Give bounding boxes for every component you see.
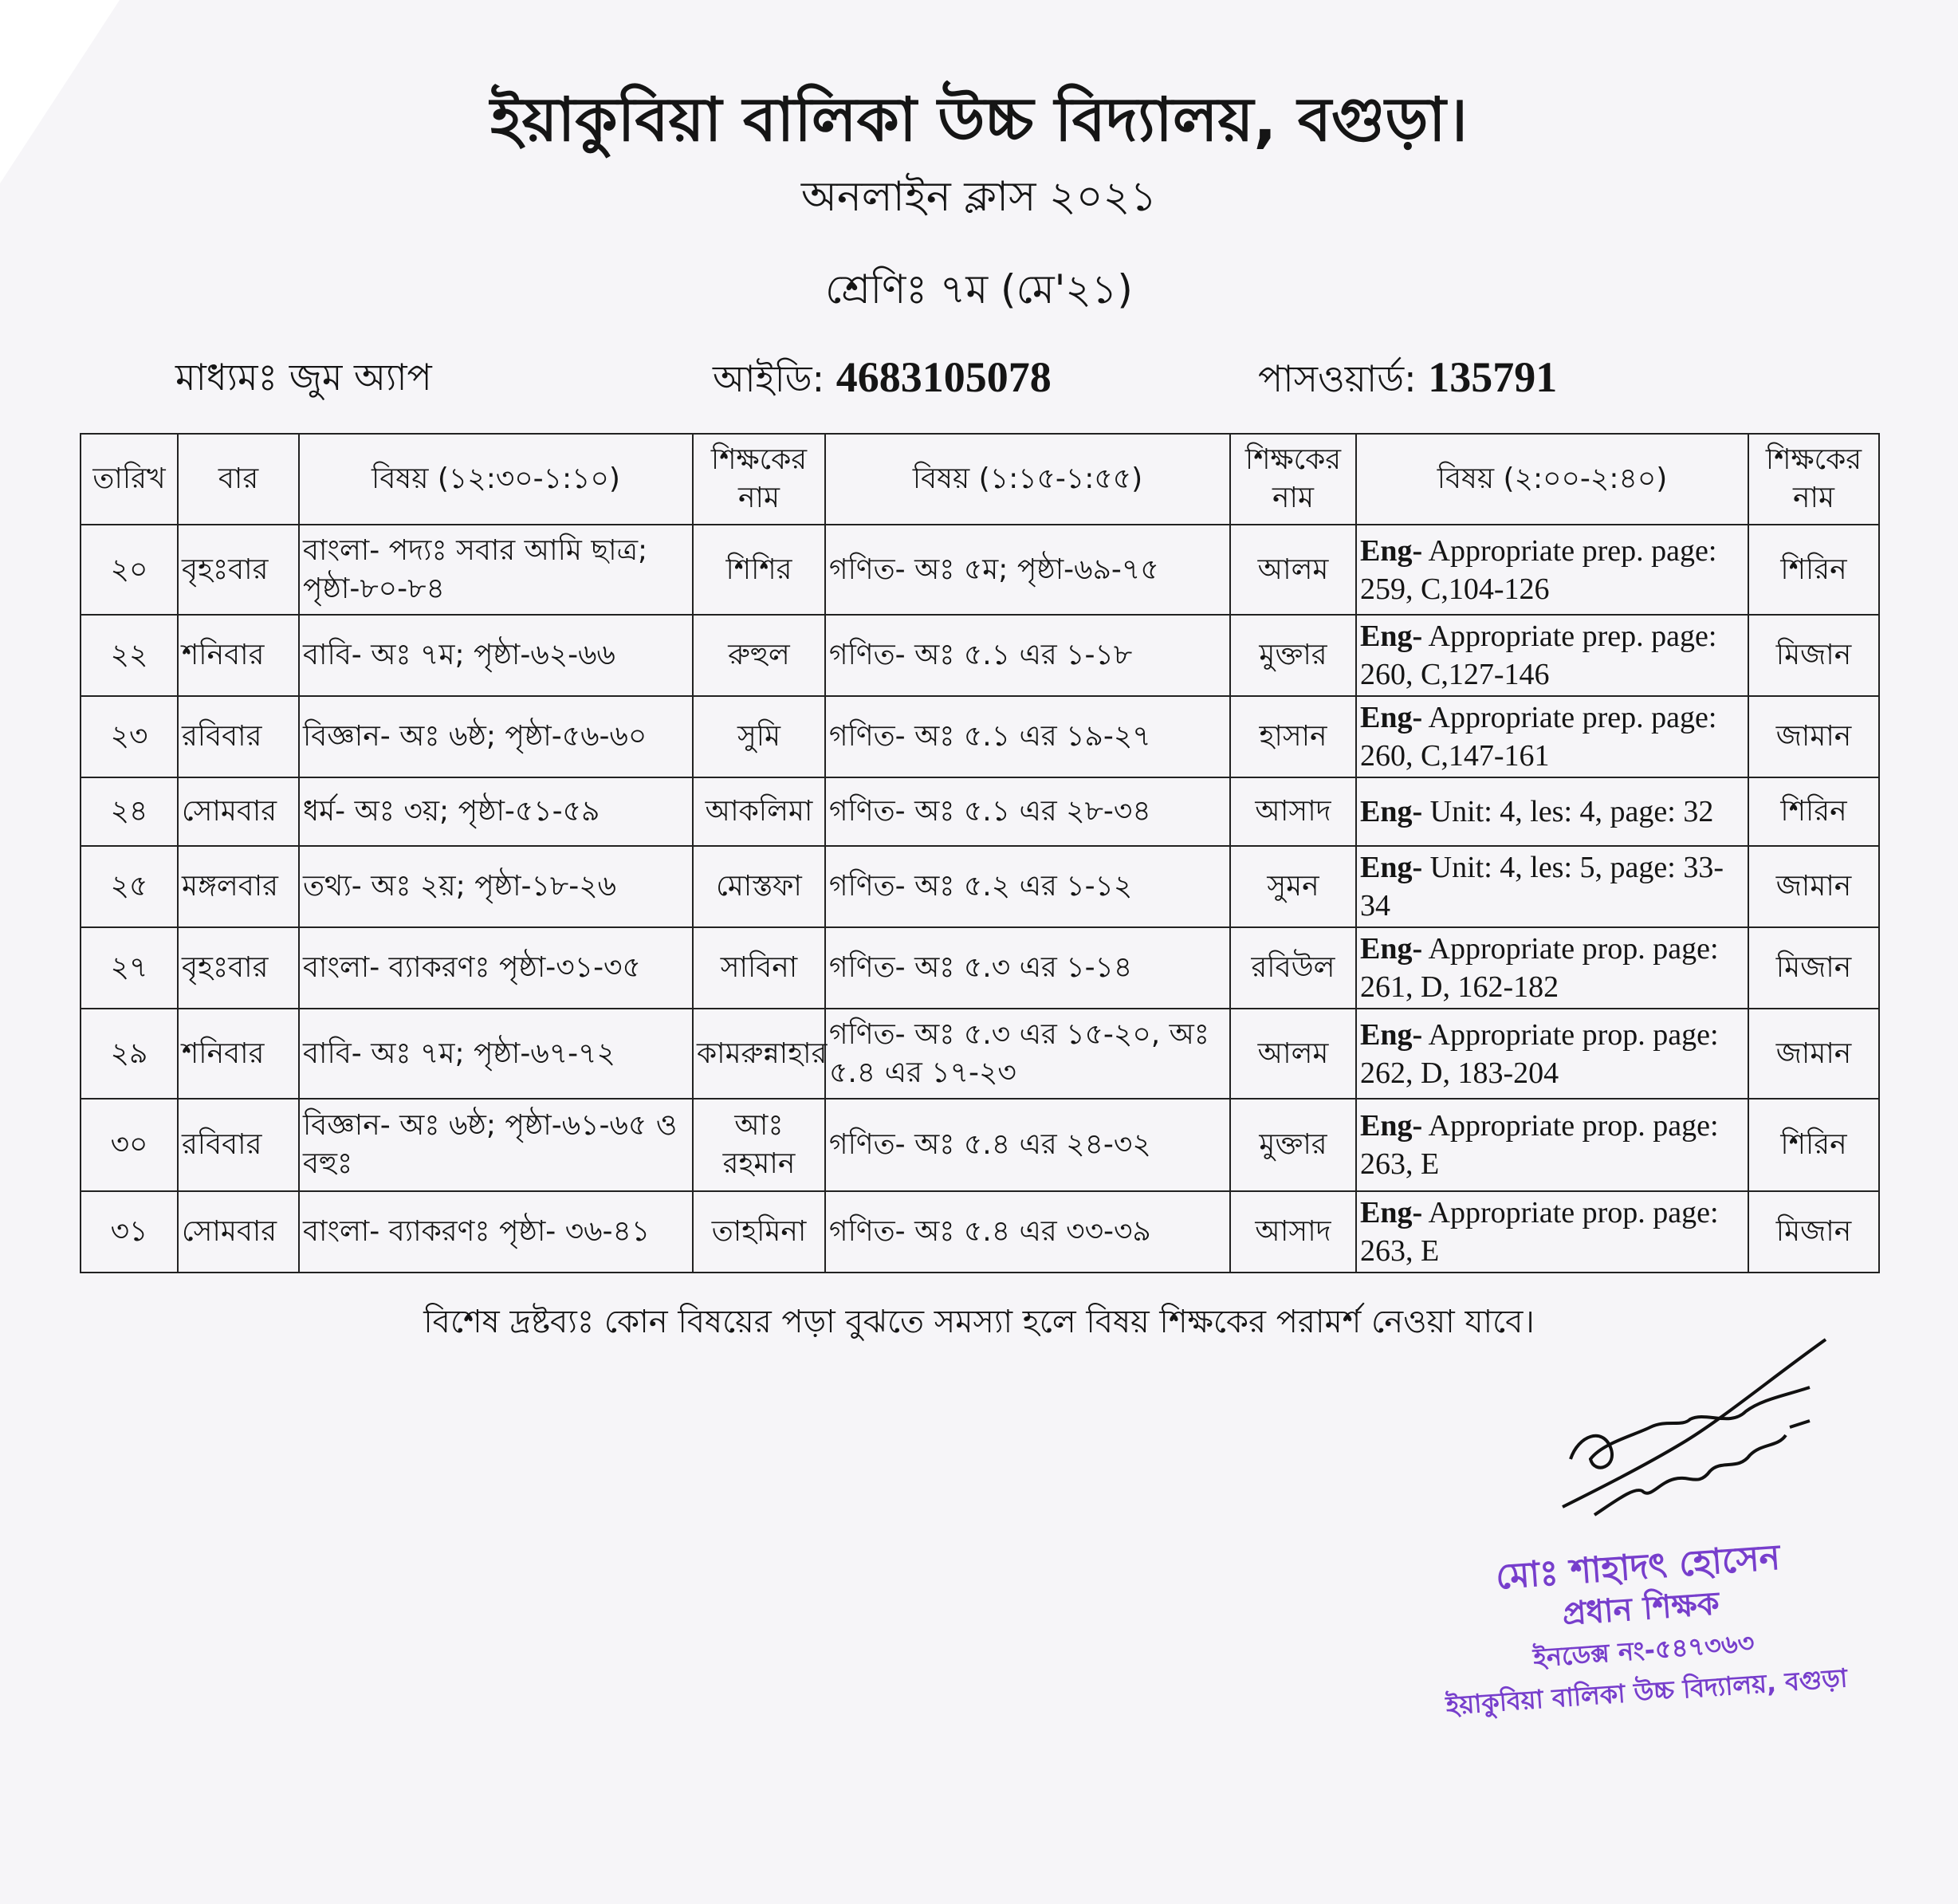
cell-date: ৩০ [81, 1099, 178, 1191]
cell-teacher-3: জামান [1748, 846, 1879, 927]
password-value: 135791 [1428, 353, 1558, 401]
eng-topic: Unit: 4, les: 4, page: 32 [1429, 795, 1714, 828]
cell-subject-3 [1356, 927, 1748, 1009]
cell-teacher-3: মিজান [1748, 615, 1879, 696]
eng-topic: Appropriate prop. page: 261, D, 162-182 [1360, 932, 1719, 1004]
meta-medium [175, 349, 432, 405]
class-line: শ্রেণিঃ ৭ম (মে'২১) [825, 266, 1133, 313]
cell-subject-2: গণিত- অঃ ৫.৩ এর ১-১৪ [825, 927, 1230, 1009]
cell-subject-1: বাবি- অঃ ৭ম; পৃষ্ঠা-৬২-৬৬ [299, 615, 693, 696]
header-subject-1: বিষয় (১২:৩০-১:১০) [299, 434, 693, 525]
cell-subject-2: গণিত- অঃ ৫ম; পৃষ্ঠা-৬৯-৭৫ [825, 525, 1230, 615]
cell-teacher-3: জামান [1748, 696, 1879, 777]
cell-teacher-2: সুমন [1230, 846, 1356, 927]
header-date: তারিখ [81, 434, 178, 525]
table-row [81, 1099, 1879, 1191]
stamp-title: প্রধান শিক্ষক [1561, 1585, 1721, 1633]
cell-subject-2: গণিত- অঃ ৫.১ এর ১-১৮ [825, 615, 1230, 696]
cell-teacher-2: রবিউল [1230, 927, 1356, 1009]
cell-day: মঙ্গলবার [178, 846, 299, 927]
cell-day: বৃহঃবার [178, 525, 299, 615]
cell-date: ৩১ [81, 1191, 178, 1273]
eng-prefix: Eng- [1360, 851, 1423, 884]
table-row [81, 525, 1879, 615]
cell-teacher-1: আকলিমা [693, 777, 825, 846]
cell-subject-3 [1356, 696, 1748, 777]
cell-day: সোমবার [178, 1191, 299, 1273]
document-subtitle: অনলাইন ক্লাস ২০২১ [800, 173, 1158, 221]
cell-date: ২৭ [81, 927, 178, 1009]
cell-day: শনিবার [178, 1009, 299, 1099]
cell-teacher-2: মুক্তার [1230, 1099, 1356, 1191]
cell-teacher-3: মিজান [1748, 1191, 1879, 1273]
stamp-index: ইনডেক্স নং-৫৪৭৩৬৩ [1531, 1627, 1756, 1674]
cell-date: ২৫ [81, 846, 178, 927]
password-label: পাসওয়ার্ড: [1258, 357, 1417, 400]
eng-prefix: Eng- [1360, 533, 1423, 568]
cell-subject-1: বাংলা- পদ্যঃ সবার আমি ছাত্র; পৃষ্ঠা-৮০-৮৪ [299, 525, 693, 615]
table-row [81, 1009, 1879, 1099]
eng-prefix: Eng- [1360, 1196, 1423, 1229]
eng-prefix: Eng- [1360, 795, 1423, 828]
meta-id [713, 349, 1052, 407]
table-row [81, 846, 1879, 927]
cell-subject-2: গণিত- অঃ ৫.৩ এর ১৫-২০, অঃ ৫.৪ এর ১৭-২৩ [825, 1009, 1230, 1099]
cell-subject-1: বাংলা- ব্যাকরণঃ পৃষ্ঠা-৩১-৩৫ [299, 927, 693, 1009]
cell-teacher-1: সুমি [693, 696, 825, 777]
special-note: বিশেষ দ্রষ্টব্যঃ কোন বিষয়ের পড়া বুঝতে সমস্যা হলে বিষয় শিক্ষকের পরামর্শ নেওয়া যাবে। [423, 1304, 1535, 1340]
cell-subject-1: বাংলা- ব্যাকরণঃ পৃষ্ঠা- ৩৬-৪১ [299, 1191, 693, 1273]
cell-subject-2: গণিত- অঃ ৫.৪ এর ২৪-৩২ [825, 1099, 1230, 1191]
cell-subject-1: তথ্য- অঃ ২য়; পৃষ্ঠা-১৮-২৬ [299, 846, 693, 927]
eng-topic: Appropriate prop. page: 262, D, 183-204 [1360, 1017, 1719, 1090]
medium-label: মাধ্যমঃ জুম অ্যাপ [175, 356, 432, 399]
cell-subject-1: ধর্ম- অঃ ৩য়; পৃষ্ঠা-৫১-৫৯ [299, 777, 693, 846]
header-subject-2: বিষয় (১:১৫-১:৫৫) [825, 434, 1230, 525]
cell-day: সোমবার [178, 777, 299, 846]
cell-teacher-1: তাহমিনা [693, 1191, 825, 1273]
header-day: বার [178, 434, 299, 525]
cell-subject-1: বিজ্ঞান- অঃ ৬ষ্ঠ; পৃষ্ঠা-৬১-৬৫ ও বহুঃ [299, 1099, 693, 1191]
cell-day: শনিবার [178, 615, 299, 696]
cell-day: রবিবার [178, 1099, 299, 1191]
cell-teacher-2: আলম [1230, 1009, 1356, 1099]
headmaster-stamp [1429, 1532, 1854, 1727]
cell-day: রবিবার [178, 696, 299, 777]
cell-subject-3 [1356, 1099, 1748, 1191]
cell-teacher-3: শিরিন [1748, 1099, 1879, 1191]
cell-teacher-1: মোস্তফা [693, 846, 825, 927]
table-row [81, 1191, 1879, 1273]
cell-subject-2: গণিত- অঃ ৫.২ এর ১-১২ [825, 846, 1230, 927]
eng-prefix: Eng- [1360, 620, 1423, 653]
stamp-name: মোঃ শাহাদৎ হোসেন [1494, 1536, 1782, 1598]
signature-icon [1547, 1308, 1850, 1547]
cell-subject-3 [1356, 615, 1748, 696]
cell-teacher-1: কামরুন্নাহার [693, 1009, 825, 1099]
cell-teacher-2: আলম [1230, 525, 1356, 615]
cell-teacher-1: রুহুল [693, 615, 825, 696]
cell-teacher-2: মুক্তার [1230, 615, 1356, 696]
table-header-row [81, 434, 1879, 525]
cell-teacher-3: শিরিন [1748, 777, 1879, 846]
cell-date: ২২ [81, 615, 178, 696]
eng-prefix: Eng- [1360, 701, 1423, 734]
header-subject-3: বিষয় (২:০০-২:৪০) [1356, 434, 1748, 525]
cell-subject-2: গণিত- অঃ ৫.১ এর ২৮-৩৪ [825, 777, 1230, 846]
cell-subject-3 [1356, 525, 1748, 615]
cell-teacher-3: জামান [1748, 1009, 1879, 1099]
cell-subject-2: গণিত- অঃ ৫.৪ এর ৩৩-৩৯ [825, 1191, 1230, 1273]
meta-password [1258, 349, 1557, 407]
header-teacher-3: শিক্ষকের নাম [1748, 434, 1879, 525]
cell-subject-3 [1356, 846, 1748, 927]
cell-subject-1: বাবি- অঃ ৭ম; পৃষ্ঠা-৬৭-৭২ [299, 1009, 693, 1099]
cell-subject-2: গণিত- অঃ ৫.১ এর ১৯-২৭ [825, 696, 1230, 777]
eng-topic: Unit: 4, les: 5, page: 33-34 [1360, 851, 1724, 922]
cell-teacher-1: আঃ রহমান [693, 1099, 825, 1191]
id-value: 4683105078 [835, 353, 1052, 401]
eng-topic: Appropriate prep. page: 259, C,104-126 [1360, 533, 1717, 606]
cell-teacher-2: হাসান [1230, 696, 1356, 777]
cell-day: বৃহঃবার [178, 927, 299, 1009]
eng-topic: Appropriate prep. page: 260, C,127-146 [1360, 620, 1717, 691]
eng-topic: Appropriate prop. page: 263, E [1360, 1196, 1719, 1268]
table-row [81, 927, 1879, 1009]
cell-teacher-2: আসাদ [1230, 1191, 1356, 1273]
table-row [81, 615, 1879, 696]
cell-date: ২৯ [81, 1009, 178, 1099]
eng-prefix: Eng- [1360, 932, 1423, 966]
cell-teacher-1: শিশির [693, 525, 825, 615]
cell-subject-3 [1356, 1009, 1748, 1099]
cell-teacher-3: মিজান [1748, 927, 1879, 1009]
eng-topic: Appropriate prop. page: 263, E [1360, 1109, 1719, 1181]
stamp-school: ইয়াকুবিয়া বালিকা উচ্চ বিদ্যালয়, বগুড়া [1445, 1662, 1849, 1721]
cell-subject-3 [1356, 1191, 1748, 1273]
cell-date: ২৪ [81, 777, 178, 846]
cell-subject-3 [1356, 777, 1748, 846]
cell-subject-1: বিজ্ঞান- অঃ ৬ষ্ঠ; পৃষ্ঠা-৫৬-৬০ [299, 696, 693, 777]
school-title: ইয়াকুবিয়া বালিকা উচ্চ বিদ্যালয়, বগুড়া। [490, 84, 1468, 155]
eng-prefix: Eng- [1360, 1017, 1423, 1052]
cell-date: ২৩ [81, 696, 178, 777]
table-row [81, 777, 1879, 846]
cell-teacher-2: আসাদ [1230, 777, 1356, 846]
eng-prefix: Eng- [1360, 1109, 1423, 1143]
table-row [81, 696, 1879, 777]
eng-topic: Appropriate prep. page: 260, C,147-161 [1360, 701, 1717, 773]
id-label: আইডি: [713, 357, 825, 400]
header-teacher-2: শিক্ষকের নাম [1230, 434, 1356, 525]
cell-teacher-3: শিরিন [1748, 525, 1879, 615]
cell-date: ২০ [81, 525, 178, 615]
cell-teacher-1: সাবিনা [693, 927, 825, 1009]
header-teacher-1: শিক্ষকের নাম [693, 434, 825, 525]
routine-table [80, 433, 1880, 1273]
